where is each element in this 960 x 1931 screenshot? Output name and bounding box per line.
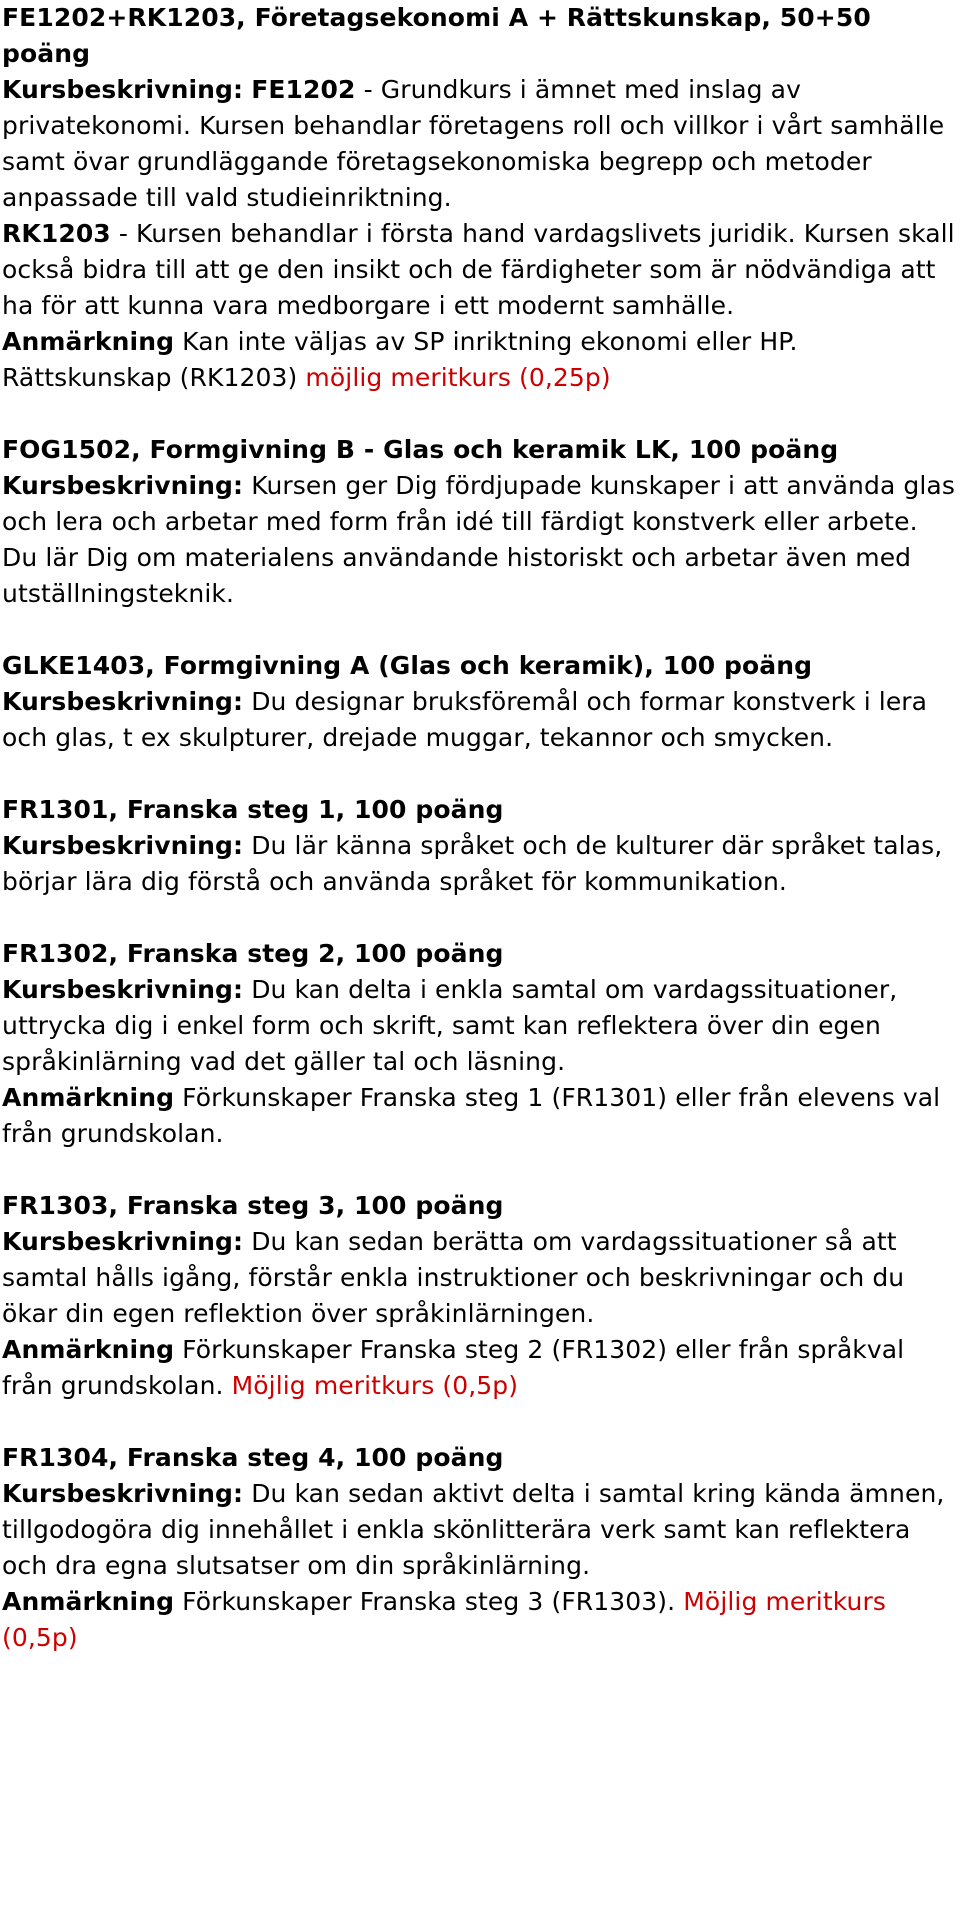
course-entry-fr1304: [2, 1440, 960, 1656]
merit-prefix-text: Rättskunskap (RK1203): [2, 363, 306, 392]
course-note: [2, 324, 960, 360]
course-entry-fog1502: [2, 432, 960, 612]
description-text: Du kan delta i enkla samtal om vardagssituationer, uttrycka dig i enkel form och skrift, samt kan reflektera över din egen språkinlärning vad det gäller tal och läsning.: [2, 975, 898, 1076]
course-description: [2, 72, 960, 216]
note-text: Förkunskaper Franska steg 3 (FR1303).: [174, 1587, 684, 1616]
course-note: [2, 1584, 960, 1656]
course-description: [2, 972, 960, 1080]
course-title: FOG1502, Formgivning B - Glas och keramik LK, 100 poäng: [2, 435, 839, 464]
note-text: Förkunskaper Franska steg 2 (FR1302) eller från språkval från grundskolan.: [2, 1335, 905, 1400]
course-note: [2, 1332, 960, 1404]
sub-course-code: RK1203: [2, 219, 111, 248]
description-text: Du designar bruksföremål och formar konstverk i lera och glas, t ex skulpturer, drejade muggar, tekannor och smycken.: [2, 687, 928, 752]
course-entry-fe1202-rk1203: [2, 0, 960, 396]
description-text: Du lär känna språket och de kulturer där språket talas, börjar lära dig förstå och använda språket för kommunikation.: [2, 831, 943, 896]
merit-text: möjlig meritkurs (0,25p): [305, 363, 611, 392]
description-label: Kursbeskrivning:: [2, 687, 244, 716]
note-label: Anmärkning: [2, 327, 175, 356]
course-entry-fr1302: [2, 936, 960, 1152]
course-title: FE1202+RK1203, Företagsekonomi A + Rättskunskap, 50+50 poäng: [2, 3, 871, 68]
course-merit-line: [2, 360, 960, 396]
note-label: Anmärkning: [2, 1335, 175, 1364]
merit-text: Möjlig meritkurs (0,5p): [2, 1587, 886, 1652]
sub-course-description: [2, 216, 960, 324]
course-title: FR1301, Franska steg 1, 100 poäng: [2, 795, 504, 824]
course-entry-fr1303: [2, 1188, 960, 1404]
description-label: Kursbeskrivning:: [2, 1227, 244, 1256]
course-title: GLKE1403, Formgivning A (Glas och keramik), 100 poäng: [2, 651, 813, 680]
description-text: - Grundkurs i ämnet med inslag av privatekonomi. Kursen behandlar företagens roll och villkor i vårt samhälle samt övar grundläggande företagsekonomiska begrepp och metoder anpassade till vald studieinriktning.: [2, 75, 945, 212]
course-entry-fr1301: [2, 792, 960, 900]
course-description: [2, 828, 960, 900]
merit-text: Möjlig meritkurs (0,5p): [231, 1371, 519, 1400]
course-description: [2, 684, 960, 756]
course-title: FR1304, Franska steg 4, 100 poäng: [2, 1443, 504, 1472]
note-text: Kan inte väljas av SP inriktning ekonomi eller HP.: [174, 327, 798, 356]
course-description: [2, 1476, 960, 1584]
course-description: [2, 468, 960, 612]
course-description: [2, 1224, 960, 1332]
note-label: Anmärkning: [2, 1587, 175, 1616]
sub-course-text: - Kursen behandlar i första hand vardagslivets juridik. Kursen skall också bidra till att ge den insikt och de färdigheter som är nödvändiga att ha för att kunna vara medborgare i ett modernt samhälle.: [2, 219, 955, 320]
note-label: Anmärkning: [2, 1083, 175, 1112]
description-text: Kursen ger Dig fördjupade kunskaper i att använda glas och lera och arbetar med form från idé till färdigt konstverk eller arbete. Du lär Dig om materialens användande historiskt och arbetar även med utställningsteknik.: [2, 471, 955, 608]
course-note: [2, 1080, 960, 1152]
course-title: FR1303, Franska steg 3, 100 poäng: [2, 1191, 504, 1220]
description-label: Kursbeskrivning:: [2, 471, 244, 500]
description-label: Kursbeskrivning:: [2, 75, 244, 104]
description-text: Du kan sedan aktivt delta i samtal kring kända ämnen, tillgodogöra dig innehållet i enkla skönlitterära verk samt kan reflektera och dra egna slutsatser om din språkinlärning.: [2, 1479, 945, 1580]
description-label: Kursbeskrivning:: [2, 831, 244, 860]
note-text: Förkunskaper Franska steg 1 (FR1301) eller från elevens val från grundskolan.: [2, 1083, 941, 1148]
description-label: Kursbeskrivning:: [2, 1479, 244, 1508]
description-course-code: FE1202: [251, 75, 356, 104]
description-text: Du kan sedan berätta om vardagssituationer så att samtal hålls igång, förstår enkla instruktioner och beskrivningar och du ökar din egen reflektion över språkinlärningen.: [2, 1227, 905, 1328]
description-label: Kursbeskrivning:: [2, 975, 244, 1004]
course-title: FR1302, Franska steg 2, 100 poäng: [2, 939, 504, 968]
course-entry-glke1403: [2, 648, 960, 756]
